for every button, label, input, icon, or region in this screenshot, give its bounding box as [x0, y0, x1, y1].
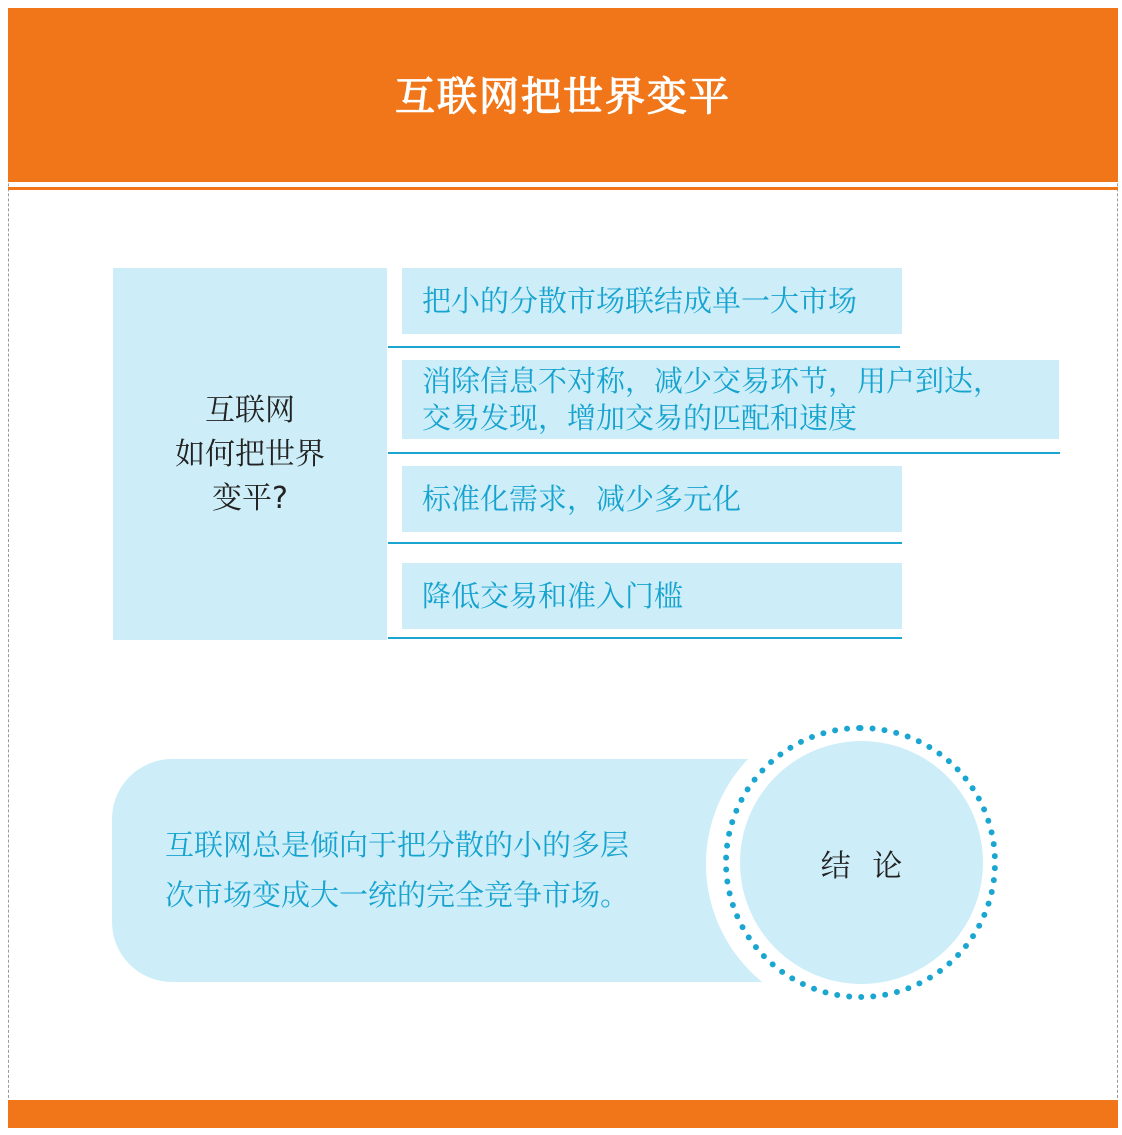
conclusion-text — [165, 820, 685, 920]
divider-line — [388, 637, 902, 639]
way-item-2 — [402, 360, 1059, 439]
conclusion-line-1: 互联网总是倾向于把分散的小的多层 — [165, 828, 630, 862]
header-rule — [8, 187, 1118, 190]
way-item-1 — [402, 268, 902, 334]
way-item-2-line-2: 交易发现，增加交易的匹配和速度 — [422, 400, 858, 435]
way-item-2-line-1: 消除信息不对称，减少交易环节，用户到达， — [422, 363, 1003, 398]
way-item-4-line-1: 降低交易和准入门槛 — [422, 578, 684, 613]
way-item-1-line-1: 把小的分散市场联结成单一大市场 — [422, 283, 858, 318]
way-item-3 — [402, 466, 902, 532]
footer-bar — [8, 1100, 1118, 1128]
divider-line — [388, 346, 900, 348]
divider-line — [388, 452, 1060, 454]
question-box — [113, 268, 387, 640]
header-bar — [8, 8, 1118, 182]
page-title: 互联网把世界变平 — [395, 73, 731, 120]
divider-line — [388, 542, 902, 544]
way-item-4 — [402, 563, 902, 629]
conclusion-badge — [740, 741, 983, 984]
way-item-3-line-1: 标准化需求，减少多元化 — [422, 481, 742, 516]
conclusion-label: 结 论 — [820, 848, 909, 884]
question-text: 互联网 如何把世界 变平? — [175, 393, 325, 516]
conclusion-line-2: 次市场变成大一统的完全竞争市场。 — [165, 878, 630, 912]
